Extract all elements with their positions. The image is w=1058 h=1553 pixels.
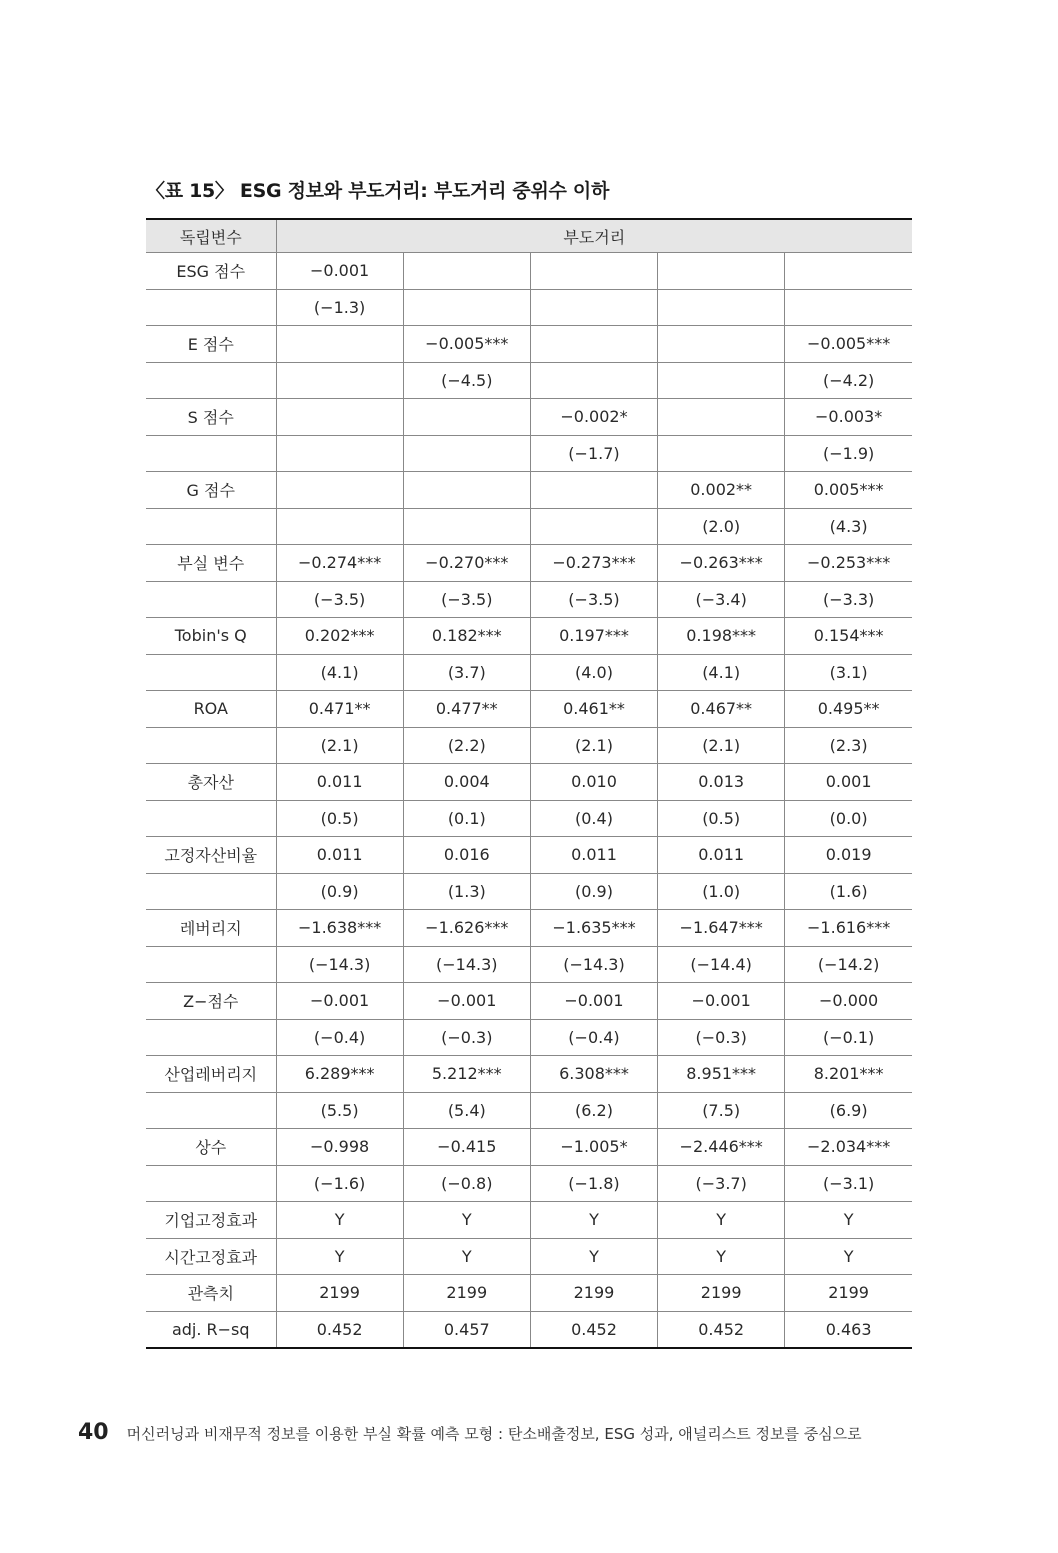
table-cell: −0.001 xyxy=(276,253,403,290)
table-cell: (0.9) xyxy=(530,873,657,910)
table-row xyxy=(146,581,912,618)
regression-table xyxy=(146,218,912,1349)
table-row xyxy=(146,1165,912,1202)
table-cell: 0.463 xyxy=(785,1311,912,1348)
row-label: 산업레버리지 xyxy=(146,1056,276,1093)
table-cell: (−3.5) xyxy=(403,581,530,618)
table-cell: (7.5) xyxy=(658,1092,785,1129)
table-cell xyxy=(785,289,912,326)
table-cell: (1.0) xyxy=(658,873,785,910)
table-cell: 6.289*** xyxy=(276,1056,403,1093)
row-label: 기업고정효과 xyxy=(146,1202,276,1239)
table-cell: −0.001 xyxy=(276,983,403,1020)
row-label: ESG 점수 xyxy=(146,253,276,290)
table-cell: (0.1) xyxy=(403,800,530,837)
table-row xyxy=(146,1238,912,1275)
table-cell xyxy=(530,472,657,509)
table-cell: 0.495** xyxy=(785,691,912,728)
table-cell: 8.201*** xyxy=(785,1056,912,1093)
table-cell: 0.005*** xyxy=(785,472,912,509)
table-cell: Y xyxy=(403,1238,530,1275)
table-cell: (0.5) xyxy=(276,800,403,837)
table-cell xyxy=(530,326,657,363)
table-cell xyxy=(403,472,530,509)
table-cell: −0.000 xyxy=(785,983,912,1020)
row-label: ROA xyxy=(146,691,276,728)
table-cell: (3.1) xyxy=(785,654,912,691)
table-cell: 0.452 xyxy=(530,1311,657,1348)
table-cell: 0.004 xyxy=(403,764,530,801)
table-cell: (2.3) xyxy=(785,727,912,764)
table-title: 〈표 15〉 ESG 정보와 부도거리: 부도거리 중위수 이하 xyxy=(146,180,610,202)
table-cell: (4.0) xyxy=(530,654,657,691)
table-cell: 0.198*** xyxy=(658,618,785,655)
table-cell xyxy=(276,362,403,399)
table-cell: (−14.3) xyxy=(530,946,657,983)
table-cell: −1.635*** xyxy=(530,910,657,947)
table-cell: 0.011 xyxy=(276,837,403,874)
table-cell: (0.4) xyxy=(530,800,657,837)
table-cell: 0.016 xyxy=(403,837,530,874)
table-cell: 0.471** xyxy=(276,691,403,728)
table-cell: 0.011 xyxy=(530,837,657,874)
table-cell: Y xyxy=(530,1238,657,1275)
table-cell: (0.0) xyxy=(785,800,912,837)
table-cell xyxy=(276,435,403,472)
table-row xyxy=(146,1202,912,1239)
table-cell: (−14.4) xyxy=(658,946,785,983)
table-row xyxy=(146,1275,912,1312)
table-cell: (5.4) xyxy=(403,1092,530,1129)
table-cell: 0.452 xyxy=(658,1311,785,1348)
table-cell xyxy=(658,289,785,326)
table-cell: −1.638*** xyxy=(276,910,403,947)
table-cell: (−4.2) xyxy=(785,362,912,399)
table-cell: −0.001 xyxy=(403,983,530,1020)
table-cell: −1.005* xyxy=(530,1129,657,1166)
table-cell: (−0.4) xyxy=(530,1019,657,1056)
header-dependent-variable: 부도거리 xyxy=(276,219,912,253)
table-cell: (−3.1) xyxy=(785,1165,912,1202)
row-label xyxy=(146,289,276,326)
table-cell: −0.001 xyxy=(658,983,785,1020)
row-label: 고정자산비율 xyxy=(146,837,276,874)
table-cell xyxy=(276,326,403,363)
table-row xyxy=(146,983,912,1020)
table-cell: 0.452 xyxy=(276,1311,403,1348)
table-cell: (−1.9) xyxy=(785,435,912,472)
table-row xyxy=(146,1056,912,1093)
row-label: 레버리지 xyxy=(146,910,276,947)
table-cell: −0.415 xyxy=(403,1129,530,1166)
table-cell: (−0.3) xyxy=(403,1019,530,1056)
table-cell xyxy=(403,253,530,290)
table-cell: −0.270*** xyxy=(403,545,530,582)
table-cell xyxy=(530,508,657,545)
table-cell: 0.461** xyxy=(530,691,657,728)
table-cell: −1.647*** xyxy=(658,910,785,947)
table-cell: −2.034*** xyxy=(785,1129,912,1166)
table-cell: −0.001 xyxy=(530,983,657,1020)
table-cell: Y xyxy=(785,1238,912,1275)
table-cell: 6.308*** xyxy=(530,1056,657,1093)
page-footer xyxy=(78,1420,862,1445)
table-cell: (4.3) xyxy=(785,508,912,545)
table-cell: Y xyxy=(658,1202,785,1239)
table-row xyxy=(146,435,912,472)
row-label xyxy=(146,1165,276,1202)
table-row xyxy=(146,472,912,509)
header-independent-variable: 독립변수 xyxy=(146,219,276,253)
table-cell xyxy=(276,472,403,509)
table-cell xyxy=(658,362,785,399)
table-cell: (5.5) xyxy=(276,1092,403,1129)
table-cell: −0.002* xyxy=(530,399,657,436)
row-label: adj. R−sq xyxy=(171,1319,250,1339)
table-cell: 0.182*** xyxy=(403,618,530,655)
table-cell: −0.005*** xyxy=(403,326,530,363)
table-cell xyxy=(403,435,530,472)
table-cell: −0.273*** xyxy=(530,545,657,582)
table-body xyxy=(146,253,912,1349)
row-label: 상수 xyxy=(146,1129,276,1166)
table-cell: (−0.4) xyxy=(276,1019,403,1056)
table-cell: 0.002** xyxy=(658,472,785,509)
table-cell xyxy=(658,435,785,472)
table-cell: 0.011 xyxy=(658,837,785,874)
table-cell: 0.467** xyxy=(658,691,785,728)
row-label xyxy=(146,1019,276,1056)
table-cell: (1.3) xyxy=(403,873,530,910)
table-cell: −0.253*** xyxy=(785,545,912,582)
table-row xyxy=(146,618,912,655)
table-cell: (4.1) xyxy=(658,654,785,691)
table-cell: (2.1) xyxy=(658,727,785,764)
table-cell: (0.9) xyxy=(276,873,403,910)
table-cell xyxy=(276,508,403,545)
table-cell: 0.001 xyxy=(785,764,912,801)
table-cell: 2199 xyxy=(530,1275,657,1312)
table-cell: −0.998 xyxy=(276,1129,403,1166)
row-label xyxy=(146,873,276,910)
table-cell xyxy=(530,362,657,399)
table-row xyxy=(146,289,912,326)
table-cell xyxy=(658,399,785,436)
table-cell xyxy=(276,399,403,436)
table-cell: (2.2) xyxy=(403,727,530,764)
table-row xyxy=(146,727,912,764)
table-cell: 0.013 xyxy=(658,764,785,801)
row-label xyxy=(146,946,276,983)
table-cell: −0.263*** xyxy=(658,545,785,582)
table-cell: −1.626*** xyxy=(403,910,530,947)
table-cell: 2199 xyxy=(403,1275,530,1312)
table-cell: 2199 xyxy=(276,1275,403,1312)
table-cell: (−3.5) xyxy=(530,581,657,618)
table-cell: 0.457 xyxy=(403,1311,530,1348)
row-label: E 점수 xyxy=(146,326,276,363)
table-row xyxy=(146,1092,912,1129)
table-cell xyxy=(530,289,657,326)
table-cell xyxy=(785,253,912,290)
table-cell: 0.011 xyxy=(276,764,403,801)
row-label: S 점수 xyxy=(146,399,276,436)
table-row xyxy=(146,764,912,801)
table-cell: 0.154*** xyxy=(785,618,912,655)
table-cell: Y xyxy=(658,1238,785,1275)
table-cell: (6.9) xyxy=(785,1092,912,1129)
table-cell: (−3.4) xyxy=(658,581,785,618)
table-cell: Y xyxy=(276,1202,403,1239)
row-label: G 점수 xyxy=(146,472,276,509)
table-row xyxy=(146,691,912,728)
table-cell: 0.010 xyxy=(530,764,657,801)
table-header-row xyxy=(146,219,912,253)
table-cell: (2.0) xyxy=(658,508,785,545)
table-cell: −0.274*** xyxy=(276,545,403,582)
row-label xyxy=(146,727,276,764)
table-cell: (−1.6) xyxy=(276,1165,403,1202)
running-title: 머신러닝과 비재무적 정보를 이용한 부실 확률 예측 모형 : 탄소배출정보, ESG 성과, 애널리스트 정보를 중심으로 xyxy=(126,1425,862,1443)
table-cell: (−1.3) xyxy=(276,289,403,326)
table-cell: (−14.3) xyxy=(403,946,530,983)
table-cell: (0.5) xyxy=(658,800,785,837)
row-label xyxy=(146,435,276,472)
table-cell: 2199 xyxy=(785,1275,912,1312)
table-cell: (−1.7) xyxy=(530,435,657,472)
table-cell: (−0.3) xyxy=(658,1019,785,1056)
row-label: 부실 변수 xyxy=(146,545,276,582)
table-cell: (6.2) xyxy=(530,1092,657,1129)
row-label xyxy=(146,508,276,545)
table-row xyxy=(146,545,912,582)
table-cell: 8.951*** xyxy=(658,1056,785,1093)
table-row xyxy=(146,1129,912,1166)
table-cell: 0.477** xyxy=(403,691,530,728)
table-cell xyxy=(403,289,530,326)
table-cell: (−3.7) xyxy=(658,1165,785,1202)
table-row xyxy=(146,910,912,947)
table-cell: (−14.2) xyxy=(785,946,912,983)
table-cell: Y xyxy=(403,1202,530,1239)
table-cell: (3.7) xyxy=(403,654,530,691)
row-label xyxy=(146,800,276,837)
table-row xyxy=(146,399,912,436)
table-cell: −1.616*** xyxy=(785,910,912,947)
table-cell xyxy=(530,253,657,290)
table-row xyxy=(146,946,912,983)
table-cell: (−3.5) xyxy=(276,581,403,618)
row-label xyxy=(146,1092,276,1129)
table-row xyxy=(146,654,912,691)
table-cell xyxy=(658,326,785,363)
table-row xyxy=(146,362,912,399)
page-number: 40 xyxy=(78,1420,109,1445)
row-label: 시간고정효과 xyxy=(146,1238,276,1275)
table-cell: (1.6) xyxy=(785,873,912,910)
row-label: Z−점수 xyxy=(146,983,276,1020)
table-cell: (−1.8) xyxy=(530,1165,657,1202)
table-cell: (2.1) xyxy=(276,727,403,764)
table-cell: (−3.3) xyxy=(785,581,912,618)
row-label xyxy=(146,654,276,691)
table-row xyxy=(146,800,912,837)
table-cell xyxy=(403,399,530,436)
table-cell: Y xyxy=(785,1202,912,1239)
table-cell: (−4.5) xyxy=(403,362,530,399)
row-label: Tobin's Q xyxy=(146,618,276,655)
row-label xyxy=(146,581,276,618)
table-cell: 0.197*** xyxy=(530,618,657,655)
table-cell: −0.003* xyxy=(785,399,912,436)
table-cell xyxy=(658,253,785,290)
table-cell: (−14.3) xyxy=(276,946,403,983)
table-cell: 2199 xyxy=(658,1275,785,1312)
table-row xyxy=(146,1311,912,1348)
table-cell: 5.212*** xyxy=(403,1056,530,1093)
table-cell: (4.1) xyxy=(276,654,403,691)
table-cell: Y xyxy=(530,1202,657,1239)
row-label xyxy=(146,362,276,399)
table-row xyxy=(146,253,912,290)
table-cell: Y xyxy=(276,1238,403,1275)
table-row xyxy=(146,326,912,363)
table-cell: −2.446*** xyxy=(658,1129,785,1166)
table-cell xyxy=(403,508,530,545)
table-row xyxy=(146,508,912,545)
table-row xyxy=(146,873,912,910)
row-label: 총자산 xyxy=(146,764,276,801)
row-label: 관측치 xyxy=(146,1275,276,1312)
table-cell: (−0.8) xyxy=(403,1165,530,1202)
table-row xyxy=(146,837,912,874)
table-cell: −0.005*** xyxy=(785,326,912,363)
table-cell: 0.202*** xyxy=(276,618,403,655)
table-cell: (−0.1) xyxy=(785,1019,912,1056)
table-row xyxy=(146,1019,912,1056)
table-cell: (2.1) xyxy=(530,727,657,764)
table-cell: 0.019 xyxy=(785,837,912,874)
